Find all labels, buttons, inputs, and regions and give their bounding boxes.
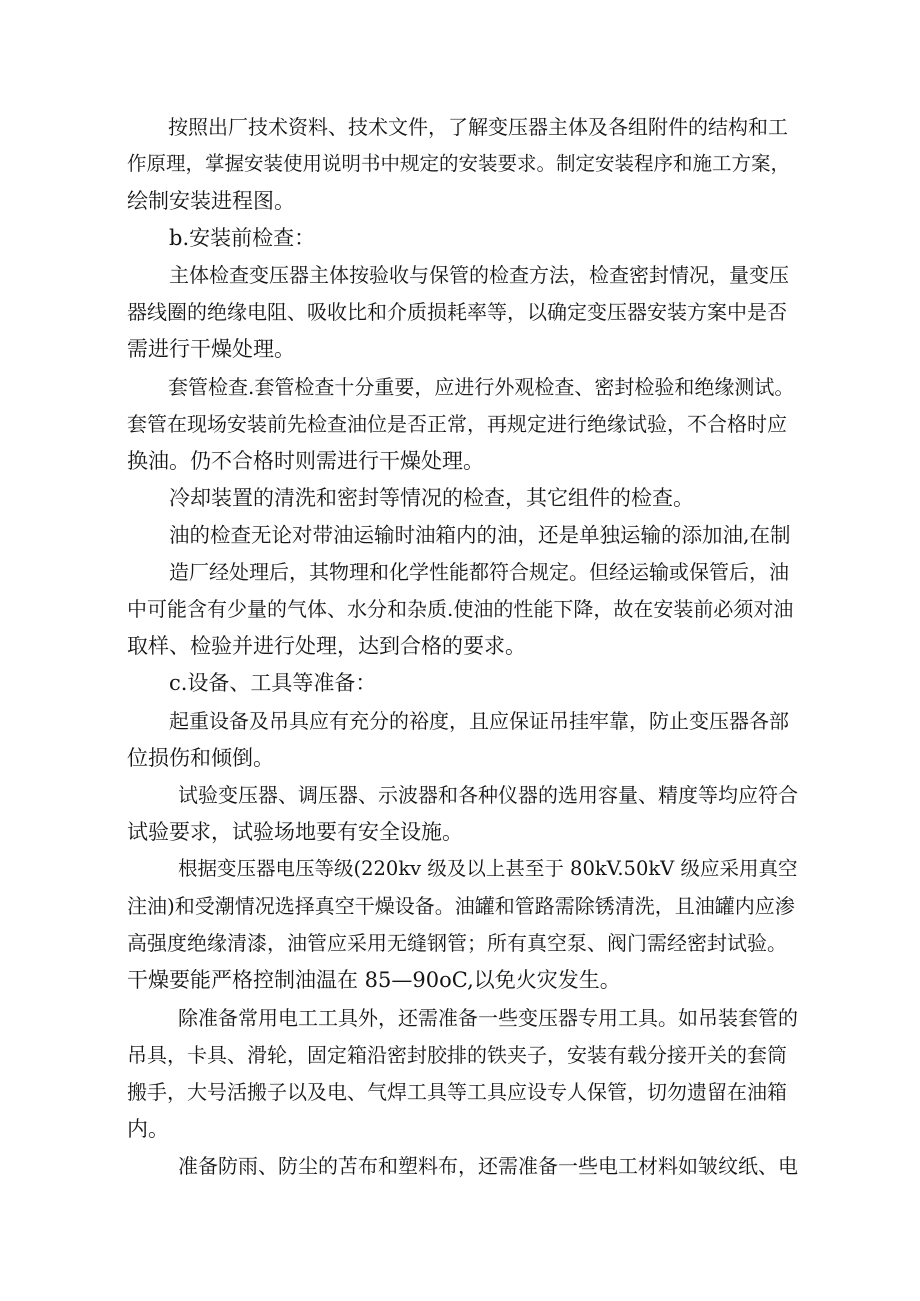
text-line: 内。 [127, 1117, 169, 1141]
text-line: 干燥要能严格控制油温在 85—90oC,以免火灾发生。 [127, 968, 621, 992]
text-line: 主体检查变压器主体按验收与保管的检查方法，检查密封情况，量变压 [169, 263, 789, 287]
text-line: 高强度绝缘清漆，油管应采用无缝钢管；所有真空泵、阀门需经密封试验。 [127, 931, 787, 955]
text-line: 作原理，掌握安装使用说明书中规定的安装要求。制定安装程序和施工方案， [127, 152, 791, 175]
text-line: 绘制安装进程图。 [127, 189, 295, 213]
text-line: 注油)和受潮情况选择真空干燥设备。油罐和管路需除锈清洗，且油罐内应渗 [127, 894, 795, 918]
text-line: 冷却装置的清洗和密封等情况的检查，其它组件的检查。 [169, 486, 694, 510]
text-line: 中可能含有少量的气体、水分和杂质.使油的性能下降，故在安装前必须对油 [127, 597, 794, 621]
text-line: 吊具，卡具、滑轮，固定箱沿密封胶排的铁夹子，安装有载分接开关的套筒 [127, 1043, 787, 1067]
text-line: 除准备常用电工工具外，还需准备一些变压器专用工具。如吊装套管的 [178, 1006, 798, 1030]
text-line: 按照出厂技术资料、技术文件，了解变压器主体及各组附件的结构和工 [168, 115, 788, 139]
text-line: 油的检查无论对带油运输时油箱内的油，还是单独运输的添加油,在制 [169, 523, 791, 547]
text-line: 搬手，大号活搬子以及电、气焊工具等工具应设专人保管，切勿遗留在油箱 [127, 1080, 787, 1104]
text-line: 造厂经处理后，其物理和化学性能都符合规定。但经运输或保管后，油 [169, 560, 789, 584]
text-line: 器线圈的绝缘电阻、吸收比和介质损耗率等，以确定变压器安装方案中是否 [127, 300, 787, 324]
text-line: 套管检查.套管检查十分重要，应进行外观检查、密封检验和绝缘测试。 [168, 375, 795, 399]
section-heading: c.设备、工具等准备： [169, 671, 377, 695]
text-line: 试验变压器、调压器、示波器和各种仪器的选用容量、精度等均应符合 [178, 783, 798, 807]
section-heading: b.安装前检查： [169, 226, 316, 250]
text-line: 需进行干燥处理。 [127, 337, 295, 361]
text-line: 取样、检验并进行处理，达到合格的要求。 [127, 634, 526, 658]
text-line: 试验要求，试验场地要有安全设施。 [127, 820, 463, 844]
text-line: 根据变压器电压等级(220kv 级及以上甚至于 80kV.50kV 级应采用真空 [178, 857, 798, 880]
text-line: 起重设备及吊具应有充分的裕度，且应保证吊挂牢靠，防止变压器各部 [169, 709, 789, 733]
text-line: 换油。仍不合格时则需进行干燥处理。 [127, 449, 484, 473]
text-line: 准备防雨、防尘的苫布和塑料布，还需准备一些电工材料如皱纹纸、电 [178, 1154, 798, 1178]
text-line: 套管在现场安装前先检查油位是否正常，再规定进行绝缘试验，不合格时应 [127, 412, 787, 436]
text-line: 位损伤和倾倒。 [127, 746, 274, 770]
